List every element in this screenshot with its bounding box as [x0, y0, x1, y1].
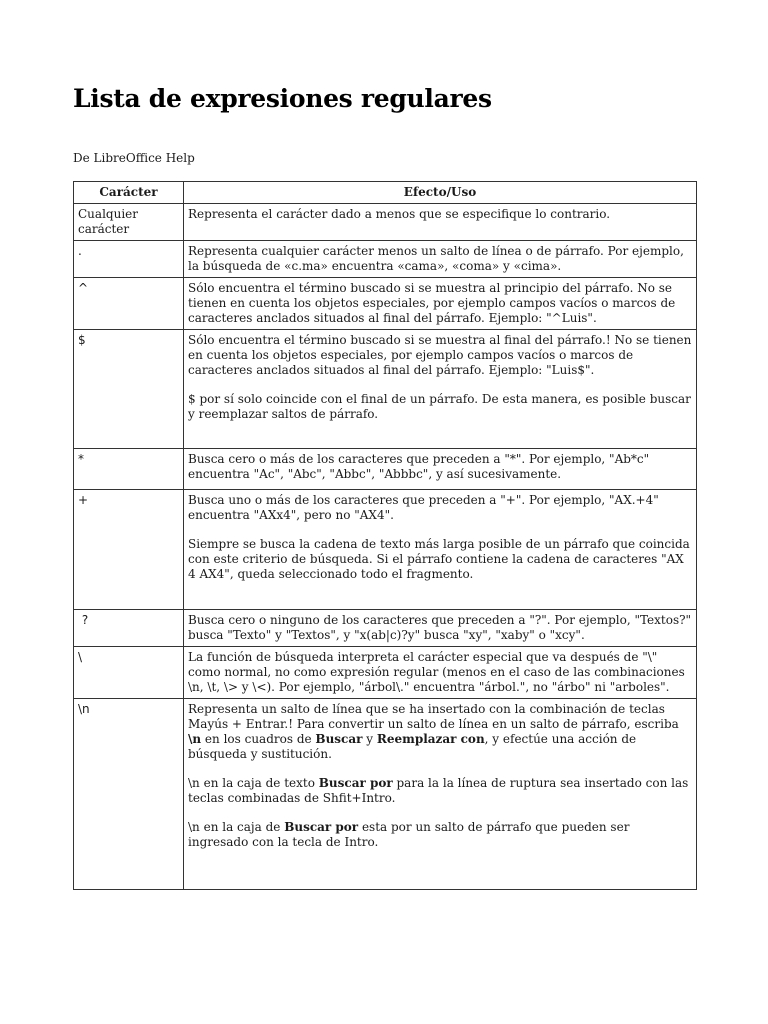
- table-row: [74, 204, 697, 241]
- effect-text: Sólo encuentra el término buscado si se muestra al final del párrafo.! No se tienen en cuenta los objetos especiales, por ejemplo campos vacíos o marcos de caracteres anclados situados al final del párrafo. Ejemplo: "Luis$".: [188, 333, 692, 377]
- regex-table: [73, 181, 697, 890]
- effect-text: \n en la caja de texto Buscar por para la la línea de ruptura sea insertado con las teclas combinadas de Shfit+Intro.: [188, 776, 689, 805]
- effect-cell: [184, 449, 697, 490]
- effect-text: Representa un salto de línea que se ha insertado con la combinación de teclas Mayús + Entrar.! Para convertir un salto de línea en un salto de párrafo, escriba \n en los cuadros de Buscar y Reemplazar con, y efectúe una acción de búsqueda y sustitución.: [188, 702, 679, 761]
- table-row: [74, 278, 697, 330]
- effect-text: Representa cualquier carácter menos un salto de línea o de párrafo. Por ejemplo, la búsqueda de «c.ma» encuentra «cama», «coma» y «cima».: [188, 244, 684, 273]
- effect-cell: [184, 241, 697, 278]
- page-title: Lista de expresiones regulares: [73, 84, 492, 113]
- effect-cell: [184, 490, 697, 610]
- character-cell: $: [74, 330, 184, 449]
- character-cell: Cualquier carácter: [74, 204, 184, 241]
- effect-text: Sólo encuentra el término buscado si se muestra al principio del párrafo. No se tienen en cuenta los objetos especiales, por ejemplo campos vacíos o marcos de caracteres anclados situados al final del párrafo. Ejemplo: "^Luis".: [188, 281, 676, 325]
- table-row: [74, 699, 697, 890]
- character-cell: .: [74, 241, 184, 278]
- table-row: [74, 449, 697, 490]
- effect-cell: [184, 330, 697, 449]
- effect-text: Busca uno o más de los caracteres que preceden a "+". Por ejemplo, "AX.+4" encuentra "AXx4", pero no "AX4".: [188, 493, 659, 522]
- effect-text: $ por sí solo coincide con el final de un párrafo. De esta manera, es posible buscar y reemplazar saltos de párrafo.: [188, 392, 691, 421]
- character-cell: *: [74, 449, 184, 490]
- table-header-row: [74, 182, 697, 204]
- effect-text: \n en la caja de Buscar por esta por un salto de párrafo que pueden ser ingresado con la tecla de Intro.: [188, 820, 630, 849]
- effect-text: Busca cero o ninguno de los caracteres que preceden a "?". Por ejemplo, "Textos?" busca "Texto" y "Textos", y "x(ab|c)?y" busca "xy", "xaby" o "xcy".: [188, 613, 692, 642]
- column-header-character: Carácter: [74, 182, 184, 204]
- character-cell: \: [74, 647, 184, 699]
- table-row: [74, 647, 697, 699]
- character-cell: +: [74, 490, 184, 610]
- table-row: [74, 330, 697, 449]
- effect-cell: [184, 610, 697, 647]
- effect-cell: [184, 204, 697, 241]
- effect-text: La función de búsqueda interpreta el carácter especial que va después de "\" como normal, no como expresión regular (menos en el caso de las combinaciones \n, \t, \> y \<). Por ejemplo, "árbol\." encuentra "árbol.", no "árbo" ni "arboles".: [188, 650, 685, 694]
- effect-text: Representa el carácter dado a menos que se especifique lo contrario.: [188, 207, 611, 221]
- effect-cell: [184, 699, 697, 890]
- table-row: [74, 490, 697, 610]
- effect-text: Siempre se busca la cadena de texto más larga posible de un párrafo que coincida con este criterio de búsqueda. Si el párrafo contiene la cadena de caracteres "AX 4 AX4", queda seleccionado todo el fragmento.: [188, 537, 690, 581]
- column-header-effect: Efecto/Uso: [184, 182, 697, 204]
- page-subtitle: De LibreOffice Help: [73, 151, 195, 165]
- character-cell: ^: [74, 278, 184, 330]
- character-cell: \n: [74, 699, 184, 890]
- table-row: [74, 241, 697, 278]
- effect-cell: [184, 647, 697, 699]
- effect-text: Busca cero o más de los caracteres que preceden a "*". Por ejemplo, "Ab*c" encuentra "Ac", "Abc", "Abbc", "Abbbc", y así sucesivamente.: [188, 452, 650, 481]
- effect-cell: [184, 278, 697, 330]
- character-cell: ?: [74, 610, 184, 647]
- table-row: [74, 610, 697, 647]
